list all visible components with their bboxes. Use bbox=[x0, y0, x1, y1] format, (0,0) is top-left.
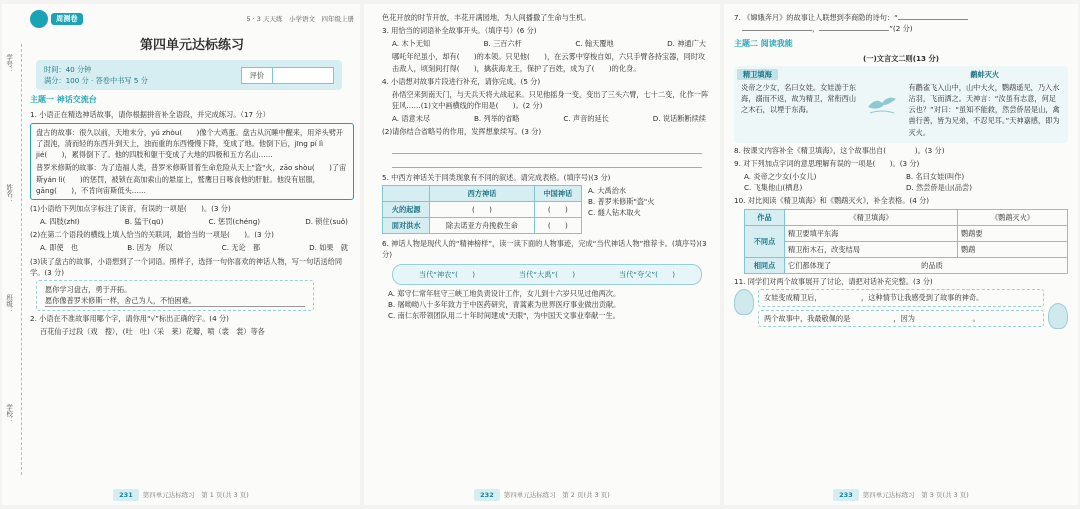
table-header: 《鹦鹉灭火》 bbox=[958, 209, 1068, 225]
table-cell: 精卫衔木石，改变结局 bbox=[785, 241, 958, 257]
cell-text: 的品质 bbox=[921, 261, 943, 271]
page-number: 231 bbox=[113, 489, 139, 501]
story-prometheus: 普罗米修斯的故事：为了造福人类，普罗米修斯冒着生命危险从天上"盗"火，zāo shòu( )了宙斯yán lì( )的惩罚，被锁在高加索山的悬崖上，鹫鹰日日啄食他的肝脏。他没有屈服，gāng( )，不肯向宙斯低头…… bbox=[36, 163, 347, 195]
q7-blank-1[interactable] bbox=[898, 19, 968, 20]
story-pangu: 盘古的故事：很久以前，天地未分，yǔ zhòu( )像个大鸡蛋。盘古从沉睡中醒来，用斧头劈开了混沌，清而轻的东西升到天上，浊而重的东西慢慢下降，变成了地。他倒下后，jīng pí lì jié( )，累得倒下了。他的四肢和躯干变成了大地的四极和五方名山…… bbox=[36, 128, 344, 160]
q5-table bbox=[382, 185, 582, 234]
q7-stem bbox=[734, 12, 1068, 34]
q1-passage-box bbox=[30, 123, 354, 200]
option[interactable]: D. 如果 就 bbox=[309, 243, 348, 253]
option[interactable]: A. 大禹治水 bbox=[588, 185, 627, 195]
row-label: 不同点 bbox=[745, 225, 785, 257]
q1-1-options bbox=[30, 216, 354, 227]
q7-blank-3[interactable] bbox=[819, 30, 889, 31]
option[interactable]: A. 炎帝之少女(小女儿) bbox=[744, 172, 817, 182]
q10-table bbox=[744, 209, 1068, 275]
student-girl-avatar bbox=[734, 289, 754, 315]
page-233 bbox=[724, 4, 1078, 505]
passage-text: 有鹳雀飞入山中，山中大火，鹦鹉遥见，乃入水沾羽，飞而洒之。天神言：“汝虽有志意，何足云也？”对曰：“虽知不能救，然尝侨居是山，禽兽行善，皆为兄弟，不忍见耳。”天神嘉感，即为灭火。 bbox=[908, 83, 1060, 137]
q4-options bbox=[382, 113, 712, 124]
page-231 bbox=[2, 4, 360, 505]
q6-options bbox=[382, 288, 712, 321]
sidebar-label-class: 班级： bbox=[5, 294, 14, 314]
q3-options bbox=[382, 38, 712, 49]
footer-label: 第四单元达标练习 第 1 页(共 3 页) bbox=[142, 490, 249, 499]
option[interactable]: C. 燧人钻木取火 bbox=[588, 208, 641, 218]
q3-passage[interactable]: 哪吒年纪虽小，却有( )的本领。只见他( )，在云雾中穿梭自如，六只手臂各持宝器，同时攻击敌人，顷刻间打得( )，擒获海龙王，保护了百姓，成为了( )的化身。 bbox=[392, 52, 706, 73]
table-cell: 精卫要填平东海 bbox=[785, 225, 958, 241]
quote-answer-line[interactable]: 愿你像普罗米修斯一样，舍己为人，不怕困难。 bbox=[45, 295, 305, 307]
option[interactable]: B. 名曰女娃(叫作) bbox=[906, 172, 965, 182]
eval-label: 评价 bbox=[242, 68, 273, 83]
table-cell[interactable] bbox=[785, 258, 1068, 274]
passage-text: 炎帝之少女，名曰女娃。女娃游于东海，溺而不返，故为精卫，常衔西山之木石，以堙于东海。 bbox=[741, 83, 857, 115]
q8-stem: 8. 按课文内容补全《精卫填海》，这个故事出自( )。(3 分) bbox=[734, 145, 945, 155]
student-info-sidebar bbox=[2, 44, 22, 475]
option[interactable]: C. 南仁东带领团队用二十年时间建成"天眼"，为中国天文事业奉献一生。 bbox=[388, 310, 620, 320]
q1-3-stem: (3)读了盘古的故事，小语想到了一个词语。照样子，选择一句你喜欢的神话人物，写一句话送给同学。(3 分) bbox=[30, 256, 343, 277]
q6-stem: 6. 神话人物是现代人的“精神榜样”，读一读下面的人物事迹，完成“当代神话人物”推荐卡。(填序号)(3 分) bbox=[382, 239, 707, 260]
q7-blank-2[interactable] bbox=[742, 30, 812, 31]
q1-2-options bbox=[30, 242, 354, 253]
page-number: 232 bbox=[474, 489, 500, 501]
reading-title: (一)文言文二则(13 分) bbox=[863, 53, 939, 63]
q2-continued: 色花开放的时节开放，丰花开满园地，为人间播撒了生命与生机。 bbox=[382, 13, 591, 22]
q4-2-stem: (2)请你结合省略号的作用，发挥想象续写。(3 分) bbox=[382, 127, 542, 137]
row-label: 火的起源 bbox=[383, 201, 430, 217]
q1-2-stem: (2)在第二个语段的横线上填入恰当的关联词，最恰当的一项是( )。(3 分) bbox=[30, 230, 274, 240]
option[interactable]: A. 即使 也 bbox=[40, 243, 79, 253]
table-header bbox=[383, 185, 430, 201]
option[interactable]: C. 飞集他山(栖息) bbox=[744, 183, 803, 193]
card-item-kuafu[interactable]: 当代“夸父”( ) bbox=[618, 269, 676, 279]
q1-stem: 1. 小语正在精选神话故事，请你根据拼音补全语段，并完成练习。（17 分） bbox=[30, 109, 270, 119]
footer-label: 第四单元达标练习 第 2 页(共 3 页) bbox=[503, 490, 610, 499]
option[interactable]: D. 说话断断续续 bbox=[652, 114, 706, 124]
q2-text[interactable]: 百花仙子过段（戏 搜），(吐 吐)（采 莱）花瓣，喷（裳 裳）等各 bbox=[40, 327, 265, 337]
time-limit: 时间：40 分钟 bbox=[44, 65, 92, 75]
eval-input[interactable] bbox=[273, 68, 333, 83]
row-label: 相同点 bbox=[745, 258, 785, 274]
table-cell: 除去诺亚方舟挽救生命 bbox=[430, 218, 534, 234]
passage-jingwei bbox=[737, 69, 860, 140]
option[interactable]: C. 声音的延长 bbox=[563, 114, 609, 124]
q3-stem: 3. 用恰当的词语补全故事开头。（填序号）(6 分) bbox=[382, 26, 537, 36]
mascot-avatar bbox=[30, 10, 48, 28]
q11-stem: 11. 同学们对两个故事展开了讨论，请把对话补充完整。(3 分) bbox=[734, 277, 933, 287]
option[interactable]: D. 神通广大 bbox=[667, 39, 706, 49]
option[interactable]: D. 锁住(suǒ) bbox=[305, 217, 348, 227]
q5-options bbox=[588, 185, 654, 218]
page-footer bbox=[364, 489, 720, 501]
q9-stem: 9. 对下列加点字词的意思理解有误的一项是( )。(3 分) bbox=[734, 158, 920, 168]
section-1-title: 主题一 神话交流台 bbox=[30, 95, 97, 105]
option[interactable]: B. 三百六杆 bbox=[483, 39, 522, 49]
option[interactable]: C. 翰天覆地 bbox=[575, 39, 614, 49]
q7-comma: ， bbox=[812, 24, 820, 34]
table-cell[interactable]: ( ) bbox=[430, 201, 534, 217]
table-header: 中国神话 bbox=[534, 185, 581, 201]
table-header: 作品 bbox=[745, 209, 785, 225]
quote-example: 愿你学习盘古，勇于开拓。 bbox=[45, 284, 132, 294]
page-title: 第四单元达标练习 bbox=[139, 38, 244, 53]
q7-tail: ”(2 分) bbox=[889, 24, 913, 34]
bird-icon bbox=[866, 93, 898, 115]
passage-yingwu bbox=[904, 69, 1065, 140]
section-2-title: 主题二 阅读我能 bbox=[734, 39, 793, 49]
eval-box bbox=[241, 67, 334, 84]
q2-stem: 2. 小语在不准故事用哪个字，请你用“√”标出正确的字。(4 分) bbox=[30, 314, 229, 324]
meta-panel bbox=[36, 60, 342, 90]
page-number: 233 bbox=[833, 489, 859, 501]
sidebar-label-student-no: 学号： bbox=[5, 54, 14, 74]
reading-panel bbox=[734, 66, 1068, 143]
sidebar-label-name: 姓名： bbox=[5, 184, 14, 204]
option[interactable]: D. 然尝侨是山(品尝) bbox=[906, 183, 973, 193]
speech-bubble-1[interactable]: 女娃变成精卫后， ，这种情节让我感受到了故事的神奇。 bbox=[758, 289, 1044, 306]
quote-box bbox=[36, 280, 314, 311]
row-label: 面对洪水 bbox=[383, 218, 430, 234]
page-232 bbox=[364, 4, 720, 505]
q7-text: 7. 《嫦娥奔月》的故事让人联想到李商隐的诗句：“ bbox=[734, 13, 898, 22]
page-footer bbox=[724, 489, 1078, 501]
table-cell[interactable]: ( ) bbox=[534, 218, 581, 234]
option[interactable]: A. 郑守仁常年驻守三峡工地负责设计工作，女儿到十六岁只见过他两次。 bbox=[388, 288, 621, 298]
option[interactable]: B. 屠呦呦八十多年致力于中医药研究，青蒿素为世界医疗事业做出贡献。 bbox=[388, 299, 621, 309]
series-header: 5 · 3 天天练 小学语文 四年级上册 bbox=[246, 14, 354, 23]
option[interactable]: A. 木卜无知 bbox=[392, 39, 431, 49]
card-item-shennong[interactable]: 当代“神农”( ) bbox=[418, 269, 476, 279]
q4-passage: 孙悟空来到南天门，与天兵天将大战起来。只见他摇身一变，变出了三头六臂，七十二变，化作一阵狂风……(1)文中画横线的作用是( )。(2 分) bbox=[392, 89, 709, 111]
option[interactable]: A. 四肢(zhī) bbox=[40, 217, 80, 227]
card-item-dayu[interactable]: 当代“大禹”( ) bbox=[518, 269, 576, 279]
passage-title: 鹬蚌灭火 bbox=[970, 69, 1000, 79]
option[interactable]: B. 因为 所以 bbox=[127, 243, 173, 253]
dialogue-area bbox=[734, 289, 1068, 329]
option[interactable]: A. 语意未尽 bbox=[392, 114, 431, 124]
option[interactable]: B. 列举的省略 bbox=[474, 114, 520, 124]
option[interactable]: B. 猛干(qū) bbox=[124, 217, 164, 227]
footer-label: 第四单元达标练习 第 3 页(共 3 页) bbox=[862, 490, 969, 499]
passage-title: 精卫填海 bbox=[737, 69, 778, 80]
q5-stem: 5. 中西方神话关于同类现象有不同的叙述。请完成表格。(填序号)(3 分) bbox=[382, 172, 611, 182]
student-boy-avatar bbox=[1048, 303, 1068, 329]
q9-options bbox=[734, 171, 1068, 193]
sidebar-label-school: 学校： bbox=[5, 404, 14, 424]
q1-1-stem: (1)小语给下列加点字标注了读音，有误的一项是( )。(3 分) bbox=[30, 203, 231, 213]
page-footer bbox=[2, 489, 360, 501]
table-cell[interactable]: 鹦鹉要 bbox=[958, 225, 1068, 241]
recommend-card bbox=[392, 264, 702, 285]
q4-answer-lines[interactable] bbox=[392, 140, 702, 168]
table-header: 西方神话 bbox=[430, 185, 534, 201]
q10-stem: 10. 对比阅读《精卫填海》和《鹦鹉灭火》，补全表格。(4 分) bbox=[734, 196, 930, 206]
bird-illustration bbox=[864, 69, 900, 140]
option[interactable]: B. 普罗米修斯"盗"火 bbox=[588, 196, 655, 206]
table-header: 《精卫填海》 bbox=[785, 209, 958, 225]
speech-bubble-2[interactable]: 两个故事中，我最敬佩的是 ，因为 。 bbox=[758, 310, 1044, 327]
option[interactable]: C. 无论 都 bbox=[221, 243, 261, 253]
table-cell[interactable]: 鹦鹉 bbox=[958, 241, 1068, 257]
full-score: 满分：100 分 · 答卷中书写 5 分 bbox=[44, 76, 148, 86]
q4-stem: 4. 小语想对故事片段进行补充，请你完成。(5 分) bbox=[382, 76, 541, 86]
option[interactable]: C. 惩罚(chéng) bbox=[208, 217, 261, 227]
weekly-test-badge: 周测卷 bbox=[51, 13, 83, 24]
cell-text: 它们都体现了 bbox=[788, 261, 832, 271]
table-cell[interactable]: ( ) bbox=[534, 201, 581, 217]
